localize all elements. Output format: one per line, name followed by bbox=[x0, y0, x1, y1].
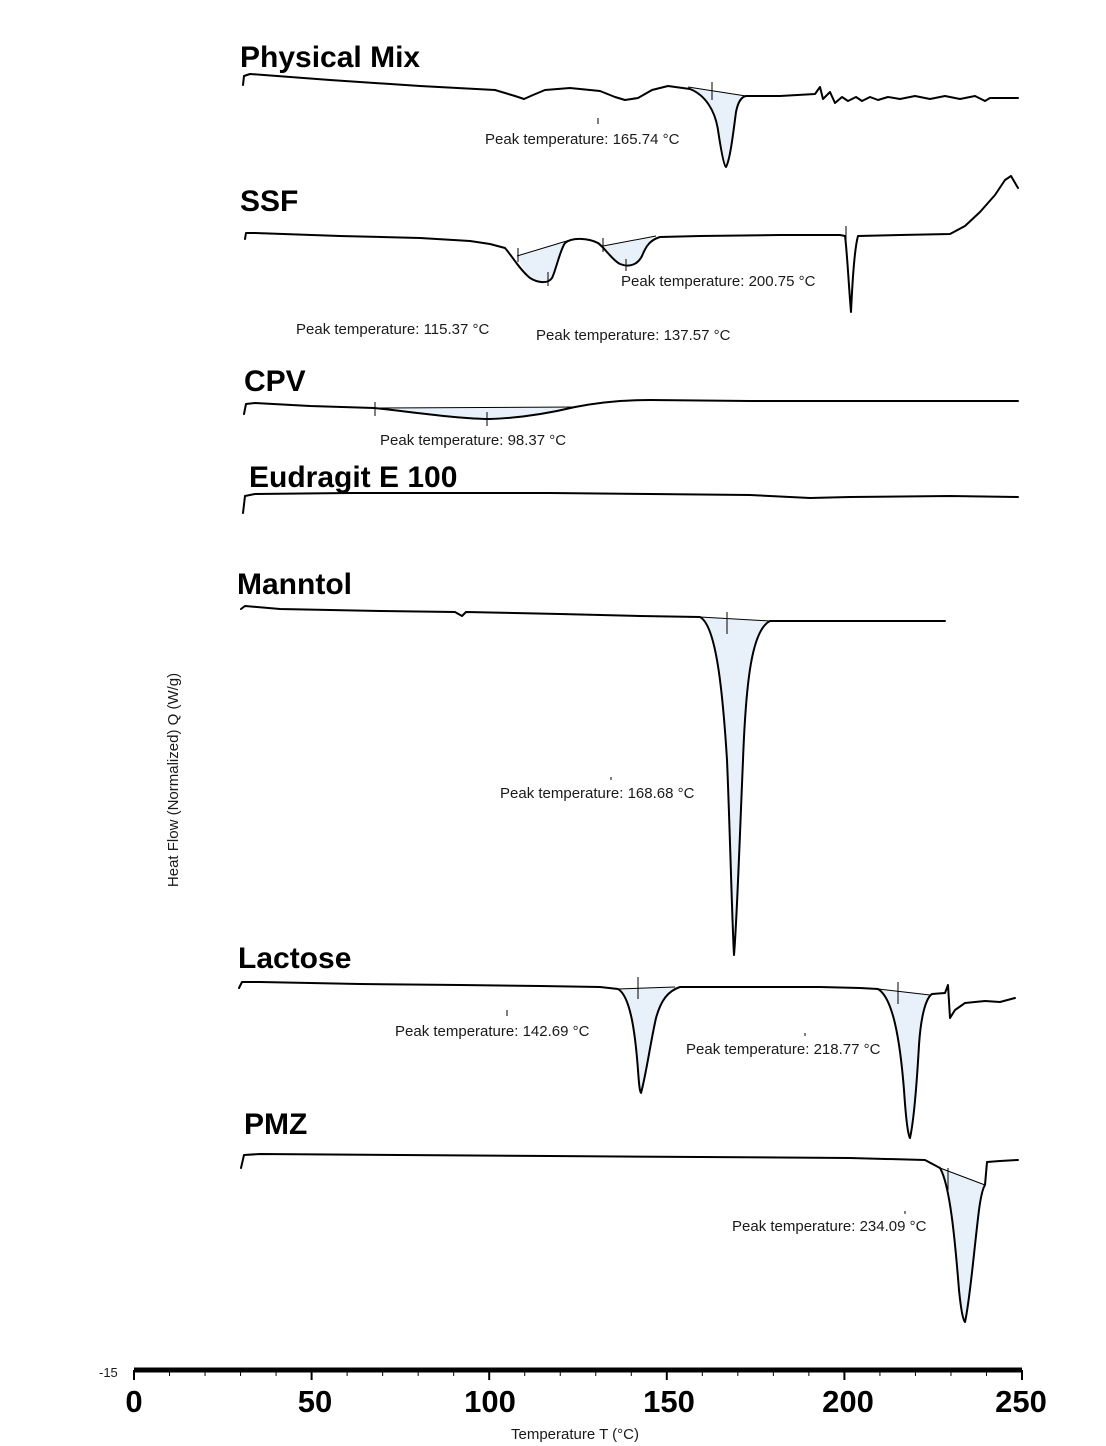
x-tick-label-0: 0 bbox=[125, 1384, 143, 1419]
peak-label-ssf-2: Peak temperature: 137.57 °C bbox=[536, 327, 731, 344]
peak-area-lactose-2 bbox=[878, 989, 930, 1138]
y-axis-min-label: -15 bbox=[99, 1365, 118, 1380]
x-tick-label-50: 50 bbox=[297, 1384, 333, 1419]
peak-area-manntol bbox=[700, 617, 770, 955]
peak-label-cpv: Peak temperature: 98.37 °C bbox=[380, 432, 567, 449]
series-title-eudragit-e-100: Eudragit E 100 bbox=[249, 461, 458, 494]
y-axis-title: Heat Flow (Normalized) Q (W/g) bbox=[165, 672, 182, 888]
series-title-ssf: SSF bbox=[240, 185, 299, 218]
series-title-cpv: CPV bbox=[244, 365, 306, 398]
trace-cpv bbox=[244, 400, 1018, 419]
series-title-manntol: Manntol bbox=[237, 568, 352, 601]
series-manntol bbox=[237, 568, 945, 955]
x-axis bbox=[99, 1365, 1047, 1443]
series-title-pmz: PMZ bbox=[244, 1108, 308, 1141]
peak-label-pmz: Peak temperature: 234.09 °C bbox=[732, 1218, 927, 1235]
series-pmz bbox=[241, 1108, 1018, 1322]
trace-eudragit-e-100 bbox=[243, 493, 1018, 513]
x-tick-label-250: 250 bbox=[995, 1384, 1047, 1419]
peak-label-ssf-1: Peak temperature: 115.37 °C bbox=[296, 321, 490, 338]
series-lactose bbox=[238, 942, 1015, 1138]
series-eudragit-e-100 bbox=[243, 461, 1018, 513]
trace-manntol bbox=[241, 606, 945, 955]
series-ssf bbox=[240, 176, 1018, 344]
peak-label-lactose-2: Peak temperature: 218.77 °C bbox=[686, 1041, 881, 1058]
series-cpv bbox=[244, 365, 1018, 449]
peak-label-ssf-3: Peak temperature: 200.75 °C bbox=[621, 273, 816, 290]
peak-label-lactose-1: Peak temperature: 142.69 °C bbox=[395, 1023, 590, 1040]
x-tick-label-200: 200 bbox=[822, 1384, 874, 1419]
x-axis-tick-labels bbox=[125, 1384, 1046, 1419]
series-physical-mix bbox=[240, 41, 1018, 167]
peak-area-ssf-1 bbox=[517, 240, 570, 282]
peak-label-physical-mix: Peak temperature: 165.74 °C bbox=[485, 131, 680, 148]
x-tick-label-100: 100 bbox=[464, 1384, 516, 1419]
trace-physical-mix bbox=[243, 74, 1018, 167]
trace-pmz bbox=[241, 1154, 1018, 1322]
series-title-lactose: Lactose bbox=[238, 942, 352, 975]
peak-label-manntol: Peak temperature: 168.68 °C bbox=[500, 785, 695, 802]
x-tick-label-150: 150 bbox=[643, 1384, 695, 1419]
x-axis-title: Temperature T (°C) bbox=[511, 1426, 639, 1443]
series-title-physical-mix: Physical Mix bbox=[240, 41, 421, 74]
